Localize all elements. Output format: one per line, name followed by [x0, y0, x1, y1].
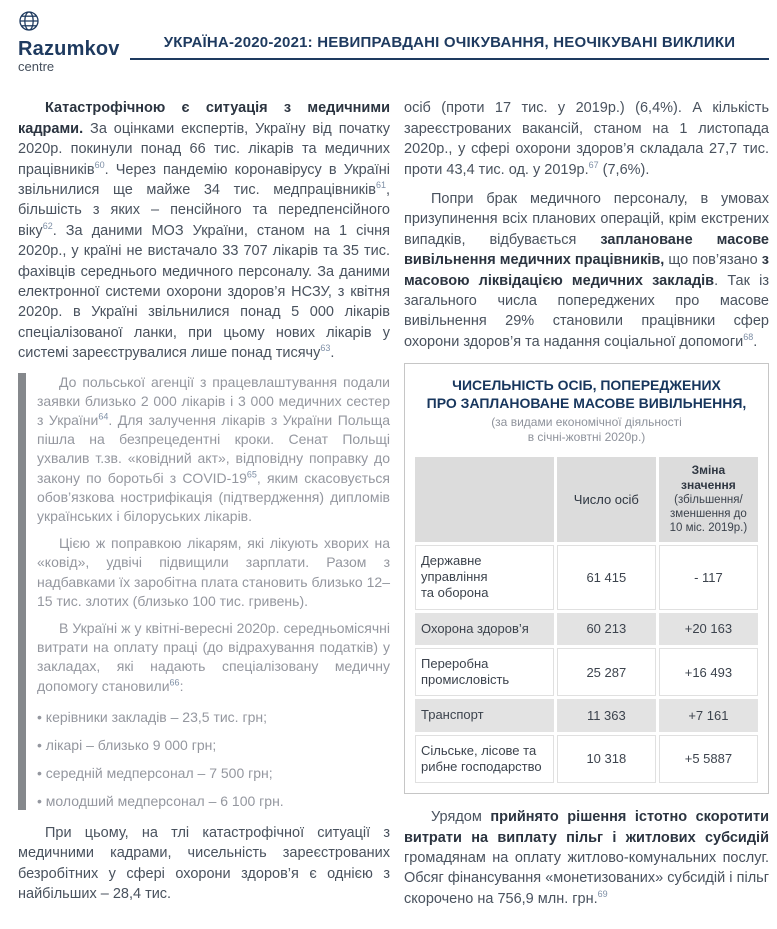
paragraph-unemployed: При цьому, на тлі катастрофічної ситуації з медичними кадрами, чисельність зареєстрованих безробітних у сфері охорони здоров’я є однією з найбільших – 28,4 тис.: [18, 824, 390, 903]
logo-subtitle: centre: [18, 59, 55, 74]
paragraph-medical-staff: Катастрофічною є ситуація з медичними кадрами. За оцінками експертів, Україну від початку 2020р. покинули понад 66 тис. лікарів та медичних працівників$^{60}$. Через пандемію коронавірусу в Україні звільнилися ще майже 34 тис. медпрацівників$^{61}$, більшість з яких – пенсійного та передпенсійного віку$^{62}$. За даними МОЗ України, станом на 1 січня 2020р., у країні не вистачало 33 707 лікарів та 35 тис. фахівців середнього медичного персоналу. За даними електронної системи охорони здоров’я НСЗУ, з квітня 2020р. в Україні звільнилися понад 5 000 лікарів спеціалізованої ланки, при цьому нових лікарів у системі зареєструвалися лише понад тисячу$^{63}$.: [18, 100, 390, 362]
row-change: - 117: [659, 545, 758, 610]
table-title: ЧИСЕЛЬНІСТЬ ОСІБ, ПОПЕРЕДЖЕНИХ ПРО ЗАПЛАНОВАНЕ МАСОВЕ ВИВІЛЬНЕННЯ,: [426, 377, 747, 412]
aside-paragraph-ukraine-pay: В Україні ж у квітні-вересні 2020р. середньомісячні витрати на оплату праці (до відрахування податків) у закладах, які надають спеціалізовану медичну допомогу становили$^{66}$:: [37, 620, 390, 694]
table-header-row: [415, 457, 758, 542]
table-corner-cell: [415, 457, 554, 542]
column-header-change: [659, 457, 758, 542]
row-label: Транспорт: [415, 699, 554, 731]
row-label: Сільське, лісове та рибне господарство: [415, 735, 554, 784]
table-row: [415, 699, 758, 731]
left-column: [18, 98, 390, 918]
globe-icon: [18, 10, 130, 37]
page-title: УКРАЇНА-2020-2021: НЕВИПРАВДАНІ ОЧІКУВАННЯ, НЕОЧІКУВАНІ ВИКЛИКИ: [163, 34, 736, 51]
row-change: +16 493: [659, 648, 758, 697]
paragraph-mass-layoffs: Попри брак медичного персоналу, в умовах призупинення всіх планових операцій, крім екстрених випадків, відбувається заплановане масове вивільнення медичних працівників, що пов’язано з масовою ліквідацією медичних закладів. Так із загального числа попереджених про масове вивільнення 29% становили працівники сфер охорони здоров’я та надання соціальної допомоги$^{68}$.: [404, 190, 770, 350]
row-label: Охорона здоров’я: [415, 613, 554, 645]
stats-table-card: [404, 363, 769, 794]
row-people: 61 415: [557, 545, 656, 610]
page-header: [18, 10, 769, 74]
column-header-people: Число осіб: [557, 457, 656, 542]
aside-paragraph-poland: До польської агенції з працевлаштування подали заявки близько 2 000 лікарів і 3 000 медичних сестер з України$^{64}$. Для залучення лікарів з України Польща пішла на безпрецедентні кроки. Сенат Польщі ухвалив т.зв. «ковідний акт», відповідну поправку до закону по боротьбі з COVID-$19^{65}$, яким скасовується обов’язкова нострифікація (підтвердження) дипломів українських і білоруських лікарів.: [37, 373, 391, 524]
right-column: [404, 98, 769, 918]
table-row: [415, 648, 758, 697]
column-header-change-note: (збільшення/ зменшення до 10 міс. 2019р.): [669, 493, 748, 535]
table-row: [415, 545, 758, 610]
logo-name: Razumkov: [18, 38, 120, 60]
bullet-item: • керівники закладів – 23,5 тис. грн;: [37, 708, 390, 726]
row-change: +7 161: [659, 699, 758, 731]
salary-bullet-list: [37, 708, 390, 810]
row-label: Переробна промисловість: [415, 648, 554, 697]
content-columns: [18, 98, 769, 918]
layoffs-table: [412, 454, 761, 786]
row-change: +5 5887: [659, 735, 758, 784]
aside-paragraph-salaries: Цією ж поправкою лікарям, які лікують хворих на «ковід», удвічі підвищили зарплати. Разом з надбавками їх заробітна плата становить близько 12–15 тис. злотих (близько 100 тис. гривень).: [37, 535, 390, 609]
bullet-item: • лікарі – близько 9 000 грн;: [37, 736, 390, 754]
razumkov-logo: [18, 10, 130, 74]
row-change: +20 163: [659, 613, 758, 645]
aside-block: [18, 373, 390, 810]
table-subtitle: (за видами економічної діяльності в січні-жовтні 2020р.): [491, 414, 682, 445]
row-people: 25 287: [557, 648, 656, 697]
row-label: Державне управління та оборона: [415, 545, 554, 610]
column-header-change-bold: Зміна значення: [681, 462, 736, 492]
bullet-item: • середній медперсонал – 7 500 грн;: [37, 764, 390, 782]
row-people: 60 213: [557, 613, 656, 645]
paragraph-vacancies: осіб (проти 17 тис. у 2019р.) (6,4%). А кількість зареєстрованих вакансій, станом на 1 листопада 2020р., у сфері охорони здоров’я складала 27,7 тис. проти 43,4 тис. од. у 2019р.$^{67}$ (7,6%).: [404, 100, 769, 178]
paragraph-subsidies: Урядом прийнято рішення істотно скоротити витрати на виплату пільг і житлових субсидій громадянам на оплату житлово-комунальних послуг. Обсяг фінансування «монетизованих» субсидій і пільг скорочено на 756,9 млн. грн.$^{69}$: [404, 809, 769, 907]
row-people: 11 363: [557, 699, 656, 731]
table-row: [415, 735, 758, 784]
row-people: 10 318: [557, 735, 656, 784]
table-row: [415, 613, 758, 645]
bullet-item: • молодший медперсонал – 6 100 грн.: [37, 792, 390, 810]
header-rule: [130, 34, 769, 60]
